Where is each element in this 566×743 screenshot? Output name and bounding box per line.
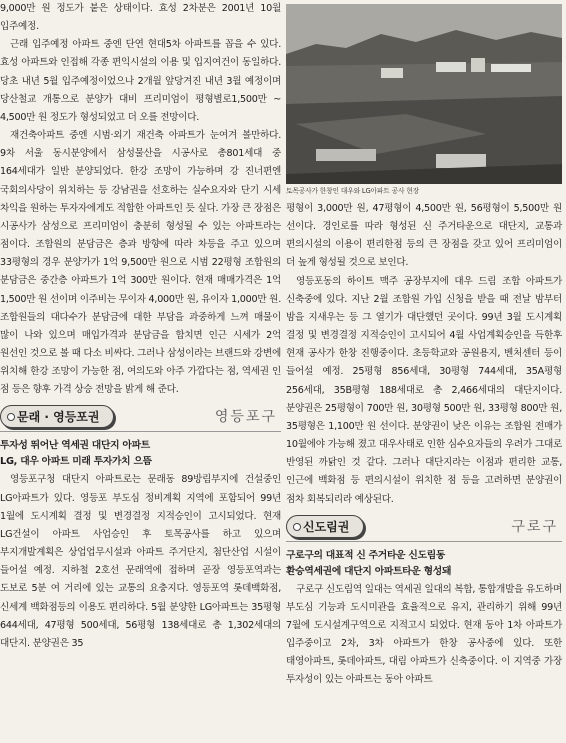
left-column bbox=[0, 0, 281, 653]
article-paragraph: 재건축아파트 중엔 시범·외기 재건축 아파트가 눈여겨 볼만하다. 9차 서울 동시분양에서 삼성물산을 시공사로 총801세대 중 164세대가 일반 분양되었다. 한강 조망이 가능하며 강 진너편엔 국회의사당이 위치하는 등 강남권을 선호하는 실수요자와 단기 시세 차익을 원하는 투자자에게도 적합한 아파트인 듯 싶다. 가장 큰 장점은 시공사가 삼성으로 프리미엄이 충분히 형성될 수 있는 아파트라는 점이다. 조합원의 분담금은 층과 방향에 따라 차등을 주고 있으며 33평형의 경우 분양가가 1억 9,500만 원으로 시범 22평형 조합원의 분담금은 중간층 아파트가 1억 300만 원이다. 현재 매매가격은 1억 1,500만 원 선이며 이주비는 무이자 4,000만 원, 유이자 1,000만 원. 조합원들의 대다수가 분담금에 대한 부담을 과중하게 느껴 매물이 많이 나와 있으며 매입가격과 분담금을 합치면 인근 시세가 2억 원선인 것으로 볼 때 다소 비싸다. 그러나 삼성이라는 브랜드와 강변에 위치해 한강 조망이 가능한 점, 여의도와 아주 가깝다는 점, 역세권 인 점 등은 향후 가격 상승 전망을 밝게 해 준다. bbox=[0, 130, 281, 396]
article-paragraph: 영등포동의 하이트 맥주 공장부지에 대우 드림 조합 아파트가 신축중에 있다. 지난 2월 조합원 가입 신청을 받을 때 전날 밤부터 밤을 지새우는 등 그 열기가 대단했던 곳이다. 99년 3월 도시계획 결정 및 변경결정 지적승인이 고시되어 4월 사업계획승인을 득한후 현재 공사가 한창 진행중이다. 초등학교와 공원용지, 벤처센터 등이 들어설 예정. 25평형 856세대, 30평형 744세대, 35A평형 256세대, 35B평형 188세대로 총 2,466세대의 대단지이다. 분양권은 25평형이 700만 원, 30평형 500만 원, 33평형 800만 원, 35평형은 1,100만 원 선이다. 분양권이 낮은 이유는 조합원 전매가 10월에야 가능해 졌고 대우사태로 인한 심수요자들의 우려가 그대로 반영된 까닭인 것 같다. 그러나 대단지라는 이점과 편리한 교통, 인근에 백화점 등 편의시설이 위치한 점 등을 고려하면 분양권이 점차 회복되리라 예상된다. bbox=[286, 275, 562, 505]
photo-caption: 토목공사가 한창인 대우와 LG아파트 공사 현장 bbox=[286, 187, 420, 195]
headline: 투자성 뛰어난 역세권 대단지 아파트 bbox=[0, 440, 150, 452]
article-paragraph: 근래 입주예정 아파트 중엔 단연 현대5차 아파트를 꼽을 수 있다. 효성 아파트와 인접해 각종 편익시설의 이용 및 입지여건이 동일하다. 당초 내년 5월 입주예정이었으나 2개월 앞당겨진 내년 3월 예정이며 당산철교 개통으로 분양가 대비 프리미엄이 평형별로1,500만 ~ 4,500만 원 정도가 형성되었고 더 오를 전망이다. bbox=[0, 39, 281, 123]
headline: 구로구의 대표적 신 주거타운 신도림동 bbox=[286, 549, 446, 561]
article-paragraph: 구로구 신도림역 일대는 역세권 일대의 복합, 통합개발을 유도하며 부도심 기능과 도시미관을 효율적으로 유지, 관리하기 위해 99년 7월에 도시설계구역으로 지적고시 되었다. 현재 동아 1차 아파트가 입주중이고 2차, 3차 아파트가 한창 공사중에 있다. 또한 태영아파트, 롯데아파트, 대림 아파트가 신축중이다. 이 지역중 가장 투자성이 있는 아파트는 동아 아파트 bbox=[286, 583, 562, 686]
article-paragraph: 9,000만 원 정도가 붙은 상태이다. 효성 2차분은 2001년 10월 입주예정. bbox=[0, 3, 281, 33]
section-header-sindorim bbox=[286, 513, 562, 542]
right-column bbox=[286, 0, 562, 690]
region-label: 영등포구 bbox=[214, 409, 277, 426]
article-paragraph: 영등포구청 대단지 아파트로는 문래동 89방림부지에 건설중인 LG아파트가 있다. 영등포 부도심 정비계획 지역에 포함되어 99년 1월에 도시계획 결정 및 변경결정 지적승인이 고시되었다. 현재 LG건설이 아파트 사업승인 후 토목공사를 하고 있으며 부지개발계획은 상업업무시설과 아파트 주거단지, 첨단산업 시설이 들어설 예정. 지하철 2호선 문래역에 접하며 곧장 영등포역과는 도보로 5분 여 거리에 있는 교통의 요충지다. 영등포역 롯데백화점, 신세계 백화점등의 이용도 편리하다. 5월 분양한 LG아파트는 35평형 644세대, 47평형 500세대, 56평형 138세대로 총 1,302세대의 대단지. 분양권은 35 bbox=[0, 474, 281, 649]
section-badge: 신도림권 bbox=[286, 515, 364, 538]
region-label: 구로구 bbox=[511, 518, 558, 535]
section-badge: 문래 · 영등포권 bbox=[0, 405, 114, 428]
section-header-mullae bbox=[0, 403, 281, 432]
headline: LG, 대우 아파트 미래 투자가치 으뜸 bbox=[0, 456, 152, 468]
headline: 환승역세권에 대단지 아파트타운 형성돼 bbox=[286, 565, 452, 577]
construction-site-photo bbox=[286, 4, 562, 184]
article-paragraph: 평형이 3,000만 원, 47평형이 4,500만 원, 56평형이 5,500만 원 선이다. 경인로를 따라 형성된 신 주거타운으로 대단지, 교통과 편의시설의 이용이 편리한점 등의 큰 장점을 갖고 있어 프리미엄이 더 높게 형성될 것으로 보인다. bbox=[286, 203, 562, 269]
